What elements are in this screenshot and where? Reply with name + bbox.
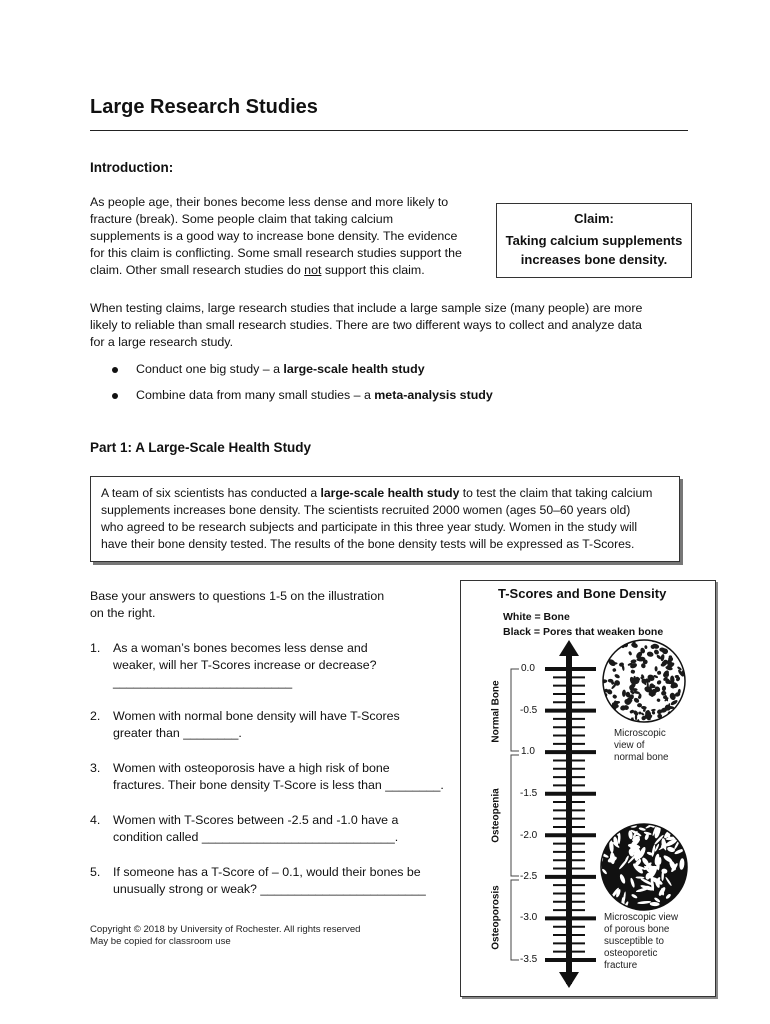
intro-line: supplements is a good way to increase bone density. The evidence <box>90 229 458 243</box>
legend-line: Black = Pores that weaken bone <box>503 626 664 638</box>
question-number: 3. <box>90 761 101 775</box>
question-line: If someone has a T-Score of – 0.1, would their bones be <box>113 865 421 879</box>
bracket-normal <box>511 669 519 751</box>
arrow-down-icon <box>559 972 579 988</box>
intro-heading: Introduction: <box>90 160 174 175</box>
region-label-normal: Normal Bone <box>490 680 502 743</box>
caption-line: susceptible to <box>604 936 664 947</box>
question-line: Women with normal bone density will have T-Scores <box>113 709 400 723</box>
porous-bone-image <box>598 820 687 911</box>
region-label-osteoporosis: Osteoporosis <box>490 885 502 950</box>
bullet-bold-text: meta-analysis study <box>374 388 493 402</box>
tick-label: -1.5 <box>520 788 538 799</box>
tick-label: -0.5 <box>520 705 538 716</box>
intro-underlined-word: not <box>304 263 322 277</box>
question-line: Women with osteoporosis have a high risk of bone <box>113 761 390 775</box>
bullet-text: Combine data from many small studies – a <box>136 388 375 402</box>
normal-bone-image <box>601 638 688 725</box>
intro-line: As people age, their bones become less dense and more likely to <box>90 195 449 209</box>
instructions-line: Base your answers to questions 1-5 on the illustration <box>90 589 385 603</box>
claim-line: increases bone density. <box>520 252 668 267</box>
intro-text-segment: claim. Other small research studies do <box>90 263 305 277</box>
bracket-osteoporosis <box>511 880 519 960</box>
copyright-line: May be copied for classroom use <box>90 936 231 947</box>
caption-line: of porous bone <box>604 924 670 935</box>
caption-line: Microscopic <box>614 728 666 739</box>
question-line[interactable]: greater than ________. <box>113 726 242 740</box>
testing-line: for a large research study. <box>90 335 234 349</box>
claim-line: Taking calcium supplements <box>505 233 683 248</box>
tick-label: -3.5 <box>520 954 538 965</box>
question-number: 1. <box>90 641 101 655</box>
region-label-osteopenia: Osteopenia <box>490 788 502 843</box>
page-title: Large Research Studies <box>90 96 318 118</box>
bracket-osteopenia <box>511 755 519 876</box>
bullet-text: Conduct one big study – a <box>136 362 284 376</box>
instructions-line: on the right. <box>90 606 156 620</box>
question-line[interactable]: fractures. Their bone density T-Score is less than ________. <box>113 778 444 792</box>
part1-heading: Part 1: A Large-Scale Health Study <box>90 440 312 455</box>
tick-label: -3.0 <box>520 912 538 923</box>
copyright-line: Copyright © 2018 by University of Rochester. All rights reserved <box>90 924 361 935</box>
question-line[interactable]: unusually strong or weak? ________________________ <box>113 882 426 896</box>
study-line: have their bone density tested. The results of the bone density tests will be expressed as T-Scores. <box>101 537 635 551</box>
question-line: Women with T-Scores between -2.5 and -1.0 have a <box>113 813 399 827</box>
study-text-segment: A team of six scientists has conducted a <box>101 486 321 500</box>
testing-line: likely to reliable than small research studies. There are two different ways to collect and analyze data <box>90 318 642 332</box>
question-line: weaker, will her T-Scores increase or decrease? <box>113 658 377 672</box>
study-bold-text: large-scale health study <box>320 486 460 500</box>
testing-line: When testing claims, large research studies that include a large sample size (many people) are more <box>90 301 643 315</box>
caption-line: Microscopic view <box>604 912 679 923</box>
tick-label: -2.0 <box>520 830 538 841</box>
intro-line: fracture (break). Some people claim that taking calcium <box>90 212 394 226</box>
intro-text-segment: support this claim. <box>321 263 425 277</box>
question-number: 2. <box>90 709 101 723</box>
study-line: supplements increases bone density. The scientists recruited 2000 women (ages 50–60 years old) <box>101 503 631 517</box>
answer-blank[interactable]: __________________________ <box>113 675 293 689</box>
tick-label: -2.5 <box>520 871 538 882</box>
region-brackets <box>511 669 519 960</box>
question-line[interactable]: condition called ____________________________. <box>113 830 399 844</box>
intro-line: for this claim is conflicting. Some small research studies support the <box>90 246 462 260</box>
bullet-bold-text: large-scale health study <box>283 362 425 376</box>
tick-label: 0.0 <box>521 663 535 674</box>
caption-line: osteoporetic <box>604 948 658 959</box>
caption-line: fracture <box>604 960 638 971</box>
study-text-segment: to test the claim that taking calcium <box>459 486 653 500</box>
tick-label: 1.0 <box>521 746 535 757</box>
figure-title: T-Scores and Bone Density <box>498 586 667 601</box>
arrow-up-icon <box>559 640 579 656</box>
caption-line: normal bone <box>614 752 669 763</box>
question-number: 4. <box>90 813 101 827</box>
claim-label: Claim: <box>574 211 614 226</box>
study-line: who agreed to be research subjects and participate in this three year study. Women in the study will <box>101 520 638 534</box>
question-number: 5. <box>90 865 101 879</box>
legend-line: White = Bone <box>503 611 570 623</box>
caption-line: view of <box>614 740 645 751</box>
question-line: As a woman’s bones becomes less dense and <box>113 641 368 655</box>
